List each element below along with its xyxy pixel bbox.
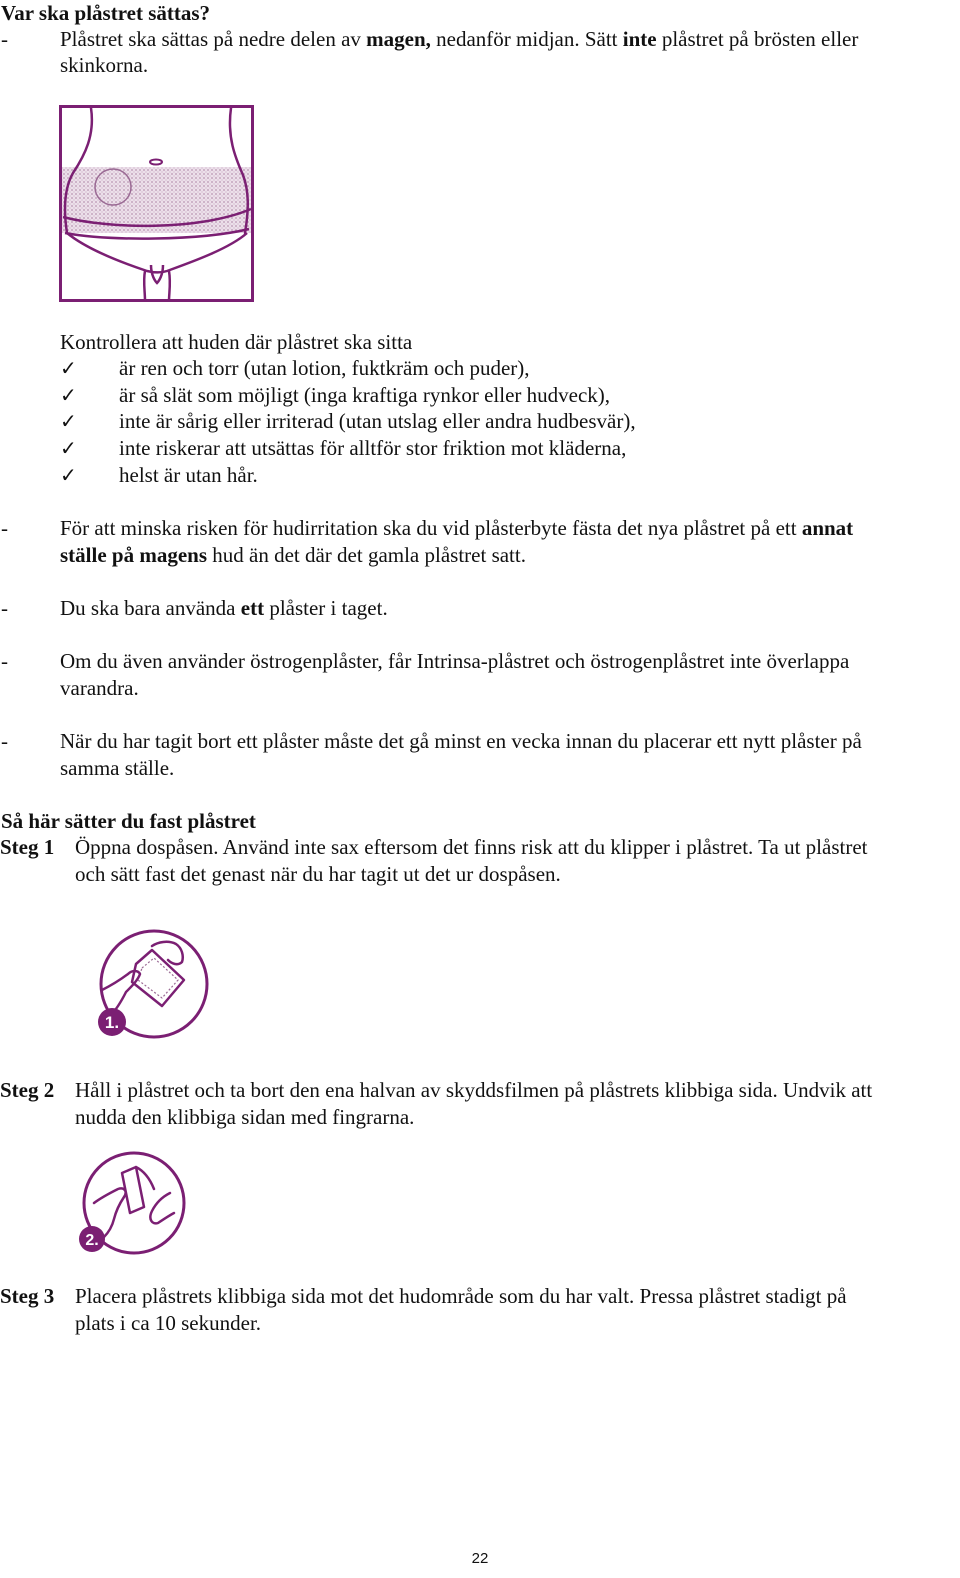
step-label: Steg 2 [0, 1078, 55, 1102]
checklist-item: är så slät som möjligt (inga kraftiga rynkor eller hudveck), [119, 383, 611, 407]
checkmark-icon: ✓ [60, 436, 77, 460]
page-number: 22 [471, 1550, 489, 1567]
checkmark-icon: ✓ [60, 463, 77, 487]
list-dash: - [1, 516, 8, 540]
step-badge-number: 1. [104, 1013, 120, 1032]
list-dash: - [1, 27, 8, 51]
step-text-line2: nudda den klibbiga sidan med fingrarna. [75, 1105, 415, 1129]
bullet-estrogen-line1: Om du även använder östrogenplåster, får Intrinsa-plåstret och östrogenplåstret inte överlappa [60, 649, 850, 673]
peel-film-illustration [74, 1153, 190, 1255]
bullet-rotation-line1: För att minska risken för hudirritation ska du vid plåsterbyte fästa det nya plåstret på ett annat [60, 516, 854, 540]
list-dash: - [1, 649, 8, 673]
list-dash: - [1, 596, 8, 620]
step-text-line1: Håll i plåstret och ta bort den ena halvan av skyddsfilmen på plåstrets klibbiga sida. Undvik att [75, 1078, 873, 1102]
bullet-wait-line2: samma ställe. [60, 756, 175, 780]
open-pouch-illustration [92, 930, 212, 1042]
bullet-placement-line1: Plåstret ska sättas på nedre delen av magen, nedanför midjan. Sätt inte plåstret på brösten eller [60, 27, 859, 51]
list-dash: - [1, 729, 8, 753]
step-text-line1: Placera plåstrets klibbiga sida mot det hudområde som du har valt. Pressa plåstret stadigt på [75, 1284, 847, 1308]
step-label: Steg 1 [0, 835, 55, 859]
checklist-intro: Kontrollera att huden där plåstret ska sitta [60, 330, 413, 354]
checklist-item: helst är utan hår. [119, 463, 258, 487]
checkmark-icon: ✓ [60, 356, 77, 380]
bullet-one-patch: Du ska bara använda ett plåster i taget. [60, 596, 388, 620]
bullet-estrogen-line2: varandra. [60, 676, 139, 700]
bullet-wait-line1: När du har tagit bort ett plåster måste det gå minst en vecka innan du placerar ett nytt plåster på [60, 729, 862, 753]
step-badge-number: 2. [85, 1232, 99, 1249]
abdomen-placement-illustration [59, 105, 255, 303]
step-text-line1: Öppna dospåsen. Använd inte sax eftersom det finns risk att du klipper i plåstret. Ta ut plåstret [75, 835, 868, 859]
bullet-placement-line2: skinkorna. [60, 53, 149, 77]
step-text-line2: och sätt fast det genast när du har tagit ut det ur dospåsen. [75, 862, 561, 886]
step-text-line2: plats i ca 10 sekunder. [75, 1311, 262, 1335]
checklist-item: är ren och torr (utan lotion, fuktkräm och puder), [119, 356, 530, 380]
checklist-item: inte är sårig eller irriterad (utan utslag eller andra hudbesvär), [119, 409, 636, 433]
checkmark-icon: ✓ [60, 383, 77, 407]
section-heading-application: Så här sätter du fast plåstret [1, 809, 256, 833]
step-label: Steg 3 [0, 1284, 55, 1308]
section-heading-placement: Var ska plåstret sättas? [1, 1, 211, 25]
checklist-item: inte riskerar att utsättas för alltför stor friktion mot kläderna, [119, 436, 627, 460]
checkmark-icon: ✓ [60, 409, 77, 433]
bullet-rotation-line2: ställe på magens hud än det där det gamla plåstret satt. [60, 543, 526, 567]
